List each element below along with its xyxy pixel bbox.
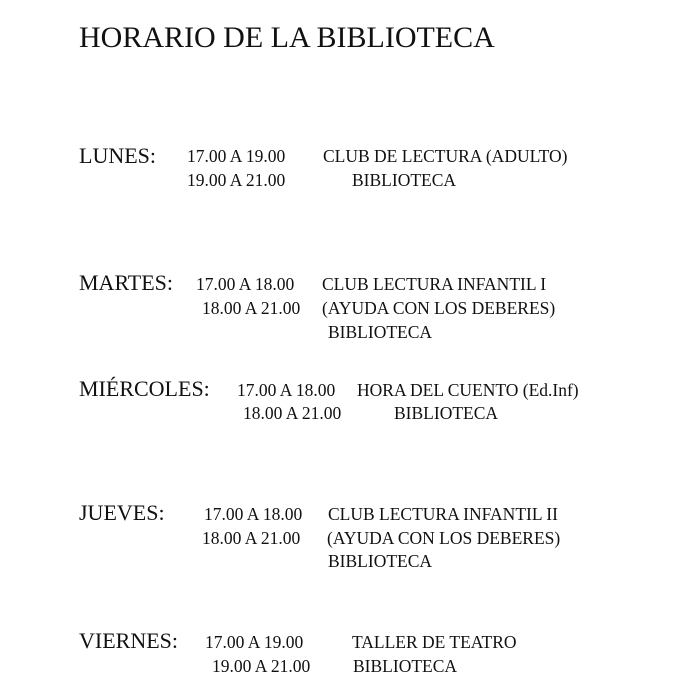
- schedule-activity: TALLER DE TEATRO: [352, 632, 517, 652]
- schedule-time: 18.00 A 21.00: [202, 298, 301, 318]
- day-label-jueves: JUEVES:: [79, 500, 165, 525]
- day-label-viernes: VIERNES:: [79, 628, 178, 653]
- schedule-time: 19.00 A 21.00: [212, 656, 311, 676]
- day-label-martes: MARTES:: [79, 270, 174, 295]
- schedule-time: 17.00 A 18.00: [237, 380, 336, 400]
- schedule-activity: BIBLIOTECA: [328, 322, 433, 342]
- day-label-lunes: LUNES:: [79, 143, 156, 168]
- day-label-miercoles: MIÉRCOLES:: [79, 376, 210, 401]
- schedule-activity: BIBLIOTECA: [353, 656, 458, 676]
- schedule-time: 17.00 A 18.00: [204, 504, 303, 524]
- schedule-time: 17.00 A 19.00: [187, 146, 286, 166]
- schedule-activity: (AYUDA CON LOS DEBERES): [322, 298, 556, 318]
- schedule-activity: BIBLIOTECA: [328, 551, 433, 571]
- schedule-time: 18.00 A 21.00: [202, 528, 301, 548]
- schedule-activity: CLUB LECTURA INFANTIL I: [322, 274, 547, 294]
- schedule-time: 17.00 A 18.00: [196, 274, 295, 294]
- schedule-activity: HORA DEL CUENTO (Ed.Inf): [357, 380, 579, 400]
- schedule-time: 18.00 A 21.00: [243, 403, 342, 423]
- page-title: HORARIO DE LA BIBLIOTECA: [79, 21, 495, 54]
- schedule-activity: (AYUDA CON LOS DEBERES): [327, 528, 561, 548]
- schedule-activity: BIBLIOTECA: [352, 170, 457, 190]
- schedule-activity: BIBLIOTECA: [394, 403, 499, 423]
- schedule-activity: CLUB DE LECTURA (ADULTO): [323, 146, 568, 166]
- schedule-activity: CLUB LECTURA INFANTIL II: [328, 504, 558, 524]
- schedule-time: 19.00 A 21.00: [187, 170, 286, 190]
- schedule-time: 17.00 A 19.00: [205, 632, 304, 652]
